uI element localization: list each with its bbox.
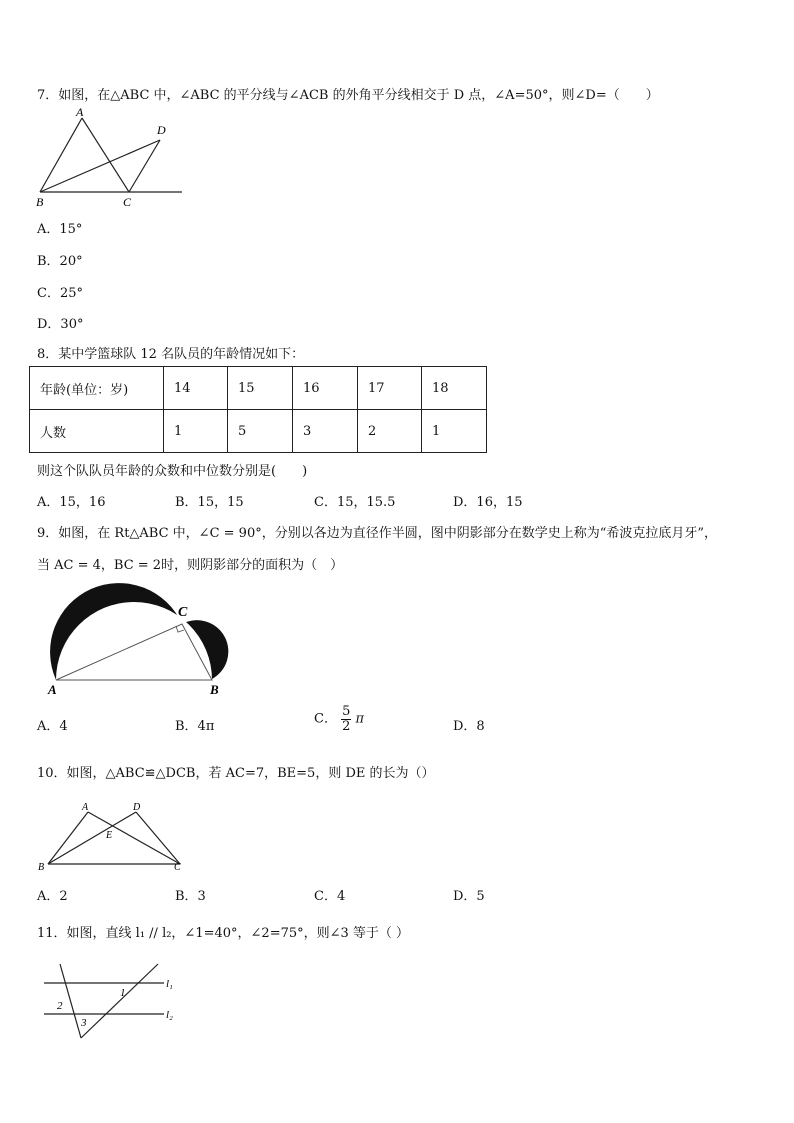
q8-option-c[interactable]: C．15，15.5 xyxy=(314,495,396,510)
table-cell: 18 xyxy=(422,367,487,410)
q9-option-c-fraction xyxy=(341,705,351,733)
q7-label-b: B xyxy=(36,195,44,209)
q9-option-c[interactable] xyxy=(314,705,364,733)
q8-option-d[interactable]: D．16，15 xyxy=(453,495,523,510)
q10-label-d: D xyxy=(133,802,141,813)
q7-label-d: D xyxy=(157,123,166,137)
q9-option-a[interactable]: A．4 xyxy=(37,719,68,734)
q7-option-b[interactable]: B．20° xyxy=(37,254,83,269)
q9-label-b: B xyxy=(210,682,219,697)
q9-stem-line1: 9．如图，在 Rt△ABC 中，∠C = 90°，分别以各边为直径作半圆，图中阴影部分在数学史上称为“希波克拉底月牙”， xyxy=(37,526,718,541)
q7-figure xyxy=(30,104,190,212)
q10-option-a[interactable]: A．2 xyxy=(37,889,68,904)
q11-angle-3: 3 xyxy=(81,1017,87,1029)
q10-label-b: B xyxy=(38,862,45,873)
q11-label-l2: l₂ xyxy=(166,1009,173,1021)
q10-option-b[interactable]: B．3 xyxy=(175,889,206,904)
table-cell: 17 xyxy=(358,367,422,410)
q9-option-b[interactable]: B．4π xyxy=(175,719,215,734)
q9-label-c: C xyxy=(178,605,188,620)
q8-question: 则这个队队员年龄的众数和中位数分别是( ) xyxy=(37,464,308,479)
q11-stem: 11．如图，直线 l₁ // l₂，∠1=40°，∠2=75°，则∠3 等于（ ） xyxy=(37,926,410,941)
q11-angle-1: 1 xyxy=(120,987,126,999)
table-cell: 5 xyxy=(228,410,293,453)
q9-fraction-denominator: 2 xyxy=(342,719,351,734)
table-header-age: 年龄(单位：岁) xyxy=(30,367,164,410)
q10-label-e: E xyxy=(106,830,113,841)
q8-age-table xyxy=(29,366,487,453)
q10-option-c[interactable]: C．4 xyxy=(314,889,346,904)
q7-option-c[interactable]: C．25° xyxy=(37,286,83,301)
q7-label-a: A xyxy=(76,105,84,119)
table-row xyxy=(30,367,487,410)
q11-label-l1: l₁ xyxy=(166,978,173,990)
q9-label-a: A xyxy=(48,682,57,697)
q11-angle-2: 2 xyxy=(57,1000,63,1012)
table-cell: 1 xyxy=(164,410,228,453)
q9-fraction-numerator: 5 xyxy=(342,704,351,719)
q7-line-bd xyxy=(40,140,160,192)
q10-line-bd xyxy=(48,812,136,864)
q8-option-a[interactable]: A．15，16 xyxy=(37,495,106,510)
q7-line-cd xyxy=(129,140,160,192)
q7-label-c: C xyxy=(123,195,132,209)
table-cell: 14 xyxy=(164,367,228,410)
q10-stem: 10．如图，△ABC≌△DCB，若 AC=7，BE=5，则 DE 的长为（） xyxy=(37,766,435,781)
table-header-count: 人数 xyxy=(30,410,164,453)
q11-transversal-1 xyxy=(60,964,81,1038)
q9-option-d[interactable]: D．8 xyxy=(453,719,485,734)
table-cell: 16 xyxy=(293,367,358,410)
q10-line-dc xyxy=(136,812,180,864)
q9-lunes-figure xyxy=(40,580,240,700)
q10-label-c: C xyxy=(174,862,181,873)
table-cell: 1 xyxy=(422,410,487,453)
q7-side-ab xyxy=(40,118,82,192)
q7-stem: 7．如图，在△ABC 中，∠ABC 的平分线与∠ACB 的外角平分线相交于 D 点，∠A=50°，则∠D=（ ） xyxy=(37,88,659,103)
q10-option-d[interactable]: D．5 xyxy=(453,889,485,904)
q9-option-c-pi: π xyxy=(355,711,365,727)
q8-stem: 8．某中学篮球队 12 名队员的年龄情况如下： xyxy=(37,347,305,362)
q10-figure xyxy=(34,798,194,878)
table-cell: 2 xyxy=(358,410,422,453)
q7-option-d[interactable]: D．30° xyxy=(37,317,84,332)
table-row xyxy=(30,410,487,453)
q9-stem-line2: 当 AC = 4，BC = 2时，则阴影部分的面积为（ ） xyxy=(37,558,344,573)
q8-option-b[interactable]: B．15，15 xyxy=(175,495,244,510)
table-cell: 15 xyxy=(228,367,293,410)
table-cell: 3 xyxy=(293,410,358,453)
q9-option-c-prefix: C． xyxy=(314,711,337,727)
q10-line-ba xyxy=(48,812,88,864)
q11-figure xyxy=(40,958,190,1042)
q11-transversal-2 xyxy=(81,964,158,1038)
q10-line-ac xyxy=(88,812,180,864)
q7-option-a[interactable]: A．15° xyxy=(37,222,83,237)
q7-side-ac xyxy=(82,118,129,192)
q10-label-a: A xyxy=(82,802,89,813)
